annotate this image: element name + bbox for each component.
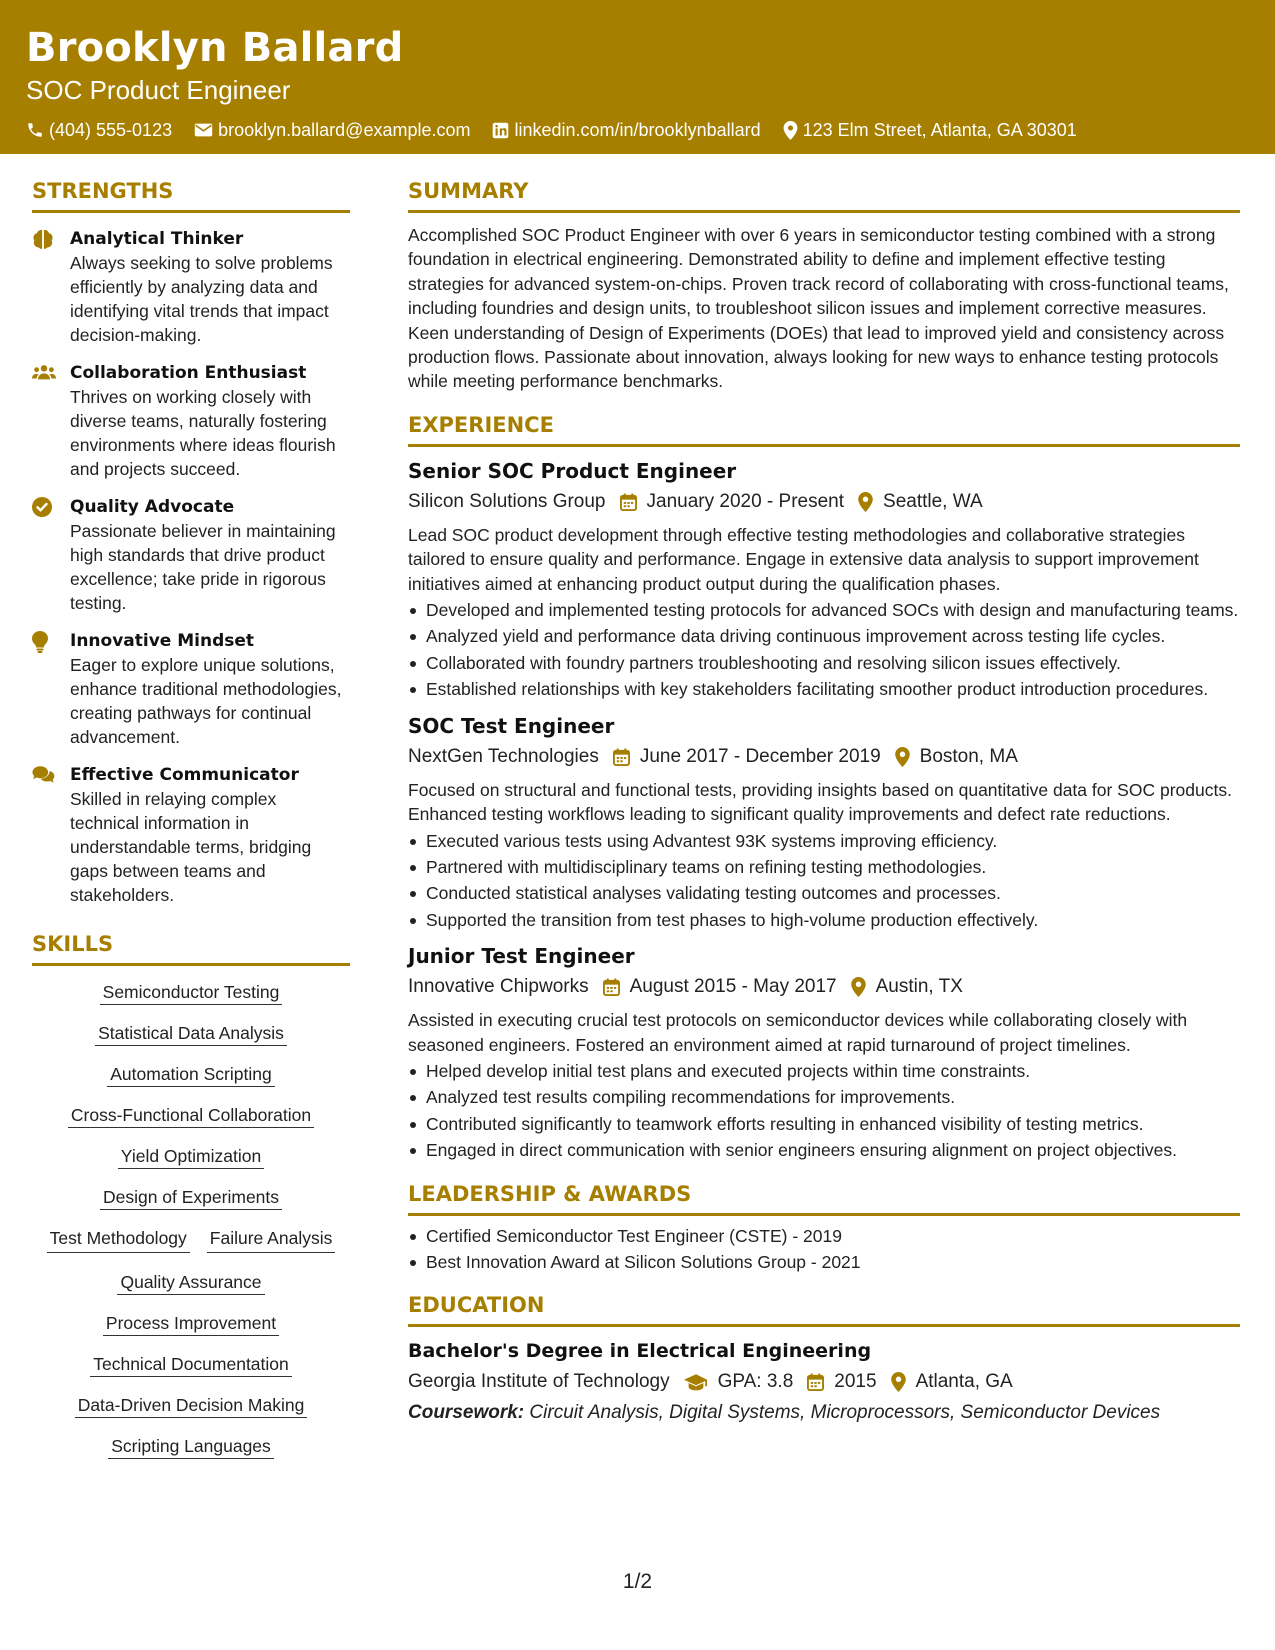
job-bullet: Collaborated with foundry partners troubleshooting and resolving silicon issues effectively.: [408, 651, 1240, 675]
job-bullet: Supported the transition from test phases to high-volume production effectively.: [408, 908, 1240, 932]
brain-icon: [32, 229, 54, 249]
job-entry: [408, 457, 1240, 702]
skills-list: [32, 980, 350, 1458]
job-description: Assisted in executing crucial test protocols on semiconductor devices while collaborating closely with seasoned engineers. Fostered an environment aimed at rapid turnaround of project timelines.: [408, 1010, 1188, 1055]
job-company: Silicon Solutions Group: [408, 490, 606, 512]
strength-title: Collaboration Enthusiast: [70, 363, 307, 383]
strength-item: [32, 495, 350, 615]
strength-desc: Thrives on working closely with diverse teams, naturally fostering environments where ideas flourish and projects succeed.: [70, 387, 336, 479]
education-degree: Bachelor's Degree in Electrical Engineering: [408, 1340, 872, 1363]
job-location: Austin, TX: [875, 976, 963, 998]
job-title: Senior SOC Product Engineer: [408, 458, 737, 483]
strength-item: [32, 361, 350, 481]
award-item: Best Innovation Award at Silicon Solutions Group - 2021: [408, 1250, 1240, 1274]
lightbulb-icon: [32, 631, 48, 653]
skills-heading: SKILLS: [32, 931, 350, 966]
job-bullet: Analyzed yield and performance data driving continuous improvement across testing life cycles.: [408, 624, 1240, 648]
linkedin-icon: [492, 122, 509, 139]
job-bullet: Partnered with multidisciplinary teams on refining testing methodologies.: [408, 855, 1240, 879]
education-school: Georgia Institute of Technology: [408, 1371, 670, 1393]
job-company: NextGen Technologies: [408, 745, 599, 767]
contact-phone: [26, 118, 172, 142]
education-heading: EDUCATION: [408, 1292, 1240, 1327]
contact-bar: [26, 118, 1249, 142]
map-marker-icon: [783, 121, 798, 140]
awards-list: [408, 1224, 1240, 1275]
address-text: 123 Elm Street, Atlanta, GA 30301: [802, 120, 1077, 140]
coursework-label: Coursework:: [408, 1402, 525, 1424]
experience-heading: EXPERIENCE: [408, 412, 1240, 447]
skill-tag: Scripting Languages: [108, 1436, 274, 1459]
coursework-list: Circuit Analysis, Digital Systems, Microprocessors, Semiconductor Devices: [529, 1402, 1161, 1424]
coursework: [408, 1399, 1240, 1427]
job-bullet: Developed and implemented testing protocols for advanced SOCs with design and manufacturing teams.: [408, 598, 1240, 622]
contact-address: [783, 118, 1077, 142]
strength-item: [32, 227, 350, 347]
strength-item: [32, 629, 350, 749]
job-location: Boston, MA: [919, 745, 1018, 767]
calendar-icon: [603, 978, 620, 996]
skill-tag: Semiconductor Testing: [100, 982, 283, 1005]
map-marker-icon: [858, 492, 873, 512]
strength-desc: Eager to explore unique solutions, enhance traditional methodologies, creating pathways for continual advancement.: [70, 655, 342, 747]
contact-email[interactable]: [194, 118, 470, 142]
map-marker-icon: [895, 747, 910, 767]
education-year: 2015: [834, 1371, 877, 1393]
job-bullet: Established relationships with key stakeholders facilitating smoother product introduction procedures.: [408, 677, 1240, 701]
awards-heading: LEADERSHIP & AWARDS: [408, 1181, 1240, 1216]
award-item: Certified Semiconductor Test Engineer (CSTE) - 2019: [408, 1224, 1240, 1248]
resume-header: [0, 0, 1275, 154]
strength-desc: Skilled in relaying complex technical information in understandable terms, bridging gaps between teams and stakeholders.: [70, 789, 312, 905]
job-entry: [408, 942, 1240, 1162]
job-bullet: Helped develop initial test plans and executed projects within time constraints.: [408, 1059, 1240, 1083]
phone-text: (404) 555-0123: [49, 120, 173, 140]
education-section: [408, 1292, 1240, 1427]
education-meta: [408, 1367, 1240, 1397]
job-dates: June 2017 - December 2019: [639, 745, 881, 767]
map-marker-icon: [851, 977, 866, 997]
education-location: Atlanta, GA: [915, 1371, 1013, 1393]
skill-tag: Yield Optimization: [118, 1146, 264, 1169]
calendar-icon: [807, 1373, 824, 1391]
candidate-title: SOC Product Engineer: [26, 75, 291, 105]
strength-desc: Passionate believer in maintaining high standards that drive product excellence; take pride in rigorous testing.: [70, 521, 336, 613]
skill-tag: Statistical Data Analysis: [95, 1023, 287, 1046]
comments-icon: [32, 765, 56, 784]
strength-title: Innovative Mindset: [70, 631, 255, 651]
job-bullet: Engaged in direct communication with senior engineers ensuring alignment on project objectives.: [408, 1138, 1240, 1162]
job-title: SOC Test Engineer: [408, 713, 615, 738]
job-meta: [408, 972, 1240, 1002]
skill-tag: Quality Assurance: [117, 1272, 264, 1295]
skill-tag: Technical Documentation: [90, 1354, 292, 1377]
education-gpa: GPA: 3.8: [717, 1371, 794, 1393]
job-dates: January 2020 - Present: [646, 490, 845, 512]
skill-tag: Automation Scripting: [107, 1064, 274, 1087]
job-bullet: Contributed significantly to teamwork efforts resulting in enhanced visibility of testing metrics.: [408, 1112, 1240, 1136]
skill-tag: Design of Experiments: [100, 1187, 282, 1210]
job-description: Focused on structural and functional tests, providing insights based on quantitative data for SOC products. Enhanced testing workflows leading to significant quality improvements and defect rate reductions.: [408, 779, 1232, 825]
strength-title: Quality Advocate: [70, 497, 235, 517]
strength-item: [32, 763, 350, 907]
calendar-icon: [620, 493, 637, 511]
strength-title: Effective Communicator: [70, 765, 299, 785]
job-bullets: [408, 829, 1240, 933]
left-column: [32, 178, 350, 1458]
summary-text: Accomplished SOC Product Engineer with over 6 years in semiconductor testing combined with a strong foundation in electrical engineering. Demonstrated ability to define and implement effective testing strategies for advanced system-on-chips. Proven track record of collaborating with cross-functional teams, including foundries and design units, to troubleshoot silicon issues and implement corrective measures. Keen understanding of Design of Experiments (DOEs) that lead to improved yield and consistency across production flows. Passionate about innovation, always looking for new ways to enhance testing protocols while meeting performance benchmarks.: [408, 225, 1229, 392]
job-bullet: Analyzed test results compiling recommendations for improvements.: [408, 1085, 1240, 1109]
job-description: Lead SOC product development through effective testing methodologies and collaborative strategies tailored to ensure quality and performance. Engage in extensive data analysis to support improvement initiatives aimed at enhancing product output during the qualification phases.: [408, 524, 1199, 594]
summary-heading: SUMMARY: [408, 178, 1240, 213]
job-bullet: Executed various tests using Advantest 93K systems improving efficiency.: [408, 829, 1240, 853]
page-number: 1/2: [622, 1570, 653, 1593]
experience-section: [408, 412, 1240, 1163]
job-meta: [408, 487, 1240, 517]
linkedin-text[interactable]: linkedin.com/in/brooklynballard: [514, 120, 761, 140]
skill-tag: Test Methodology: [47, 1226, 190, 1253]
contact-linkedin[interactable]: [492, 118, 760, 142]
job-entry: [408, 712, 1240, 932]
calendar-icon: [613, 748, 630, 766]
job-dates: August 2015 - May 2017: [629, 976, 837, 998]
map-marker-icon: [891, 1372, 906, 1392]
job-title: Junior Test Engineer: [408, 944, 635, 969]
graduation-cap-icon: [684, 1374, 708, 1391]
skill-tag: Cross-Functional Collaboration: [68, 1105, 314, 1128]
phone-icon: [26, 121, 44, 139]
strength-desc: Always seeking to solve problems efficiently by analyzing data and identifying vital trends that impact decision-making.: [70, 253, 333, 345]
skill-tag: Failure Analysis: [207, 1226, 336, 1253]
job-bullets: [408, 1059, 1240, 1163]
users-icon: [32, 363, 56, 381]
email-text[interactable]: brooklyn.ballard@example.com: [218, 120, 471, 140]
job-bullet: Conducted statistical analyses validating testing outcomes and processes.: [408, 881, 1240, 905]
envelope-icon: [194, 122, 213, 138]
check-circle-icon: [32, 497, 52, 517]
job-bullets: [408, 598, 1240, 702]
strengths-heading: STRENGTHS: [32, 178, 350, 213]
skill-tag: Data-Driven Decision Making: [75, 1395, 308, 1418]
right-column: [408, 178, 1240, 1427]
awards-section: [408, 1181, 1240, 1275]
job-location: Seattle, WA: [883, 490, 983, 512]
job-meta: [408, 742, 1240, 772]
job-company: Innovative Chipworks: [408, 976, 589, 998]
candidate-name: Brooklyn Ballard: [26, 25, 404, 71]
skill-tag: Process Improvement: [103, 1313, 279, 1336]
strength-title: Analytical Thinker: [70, 229, 244, 249]
